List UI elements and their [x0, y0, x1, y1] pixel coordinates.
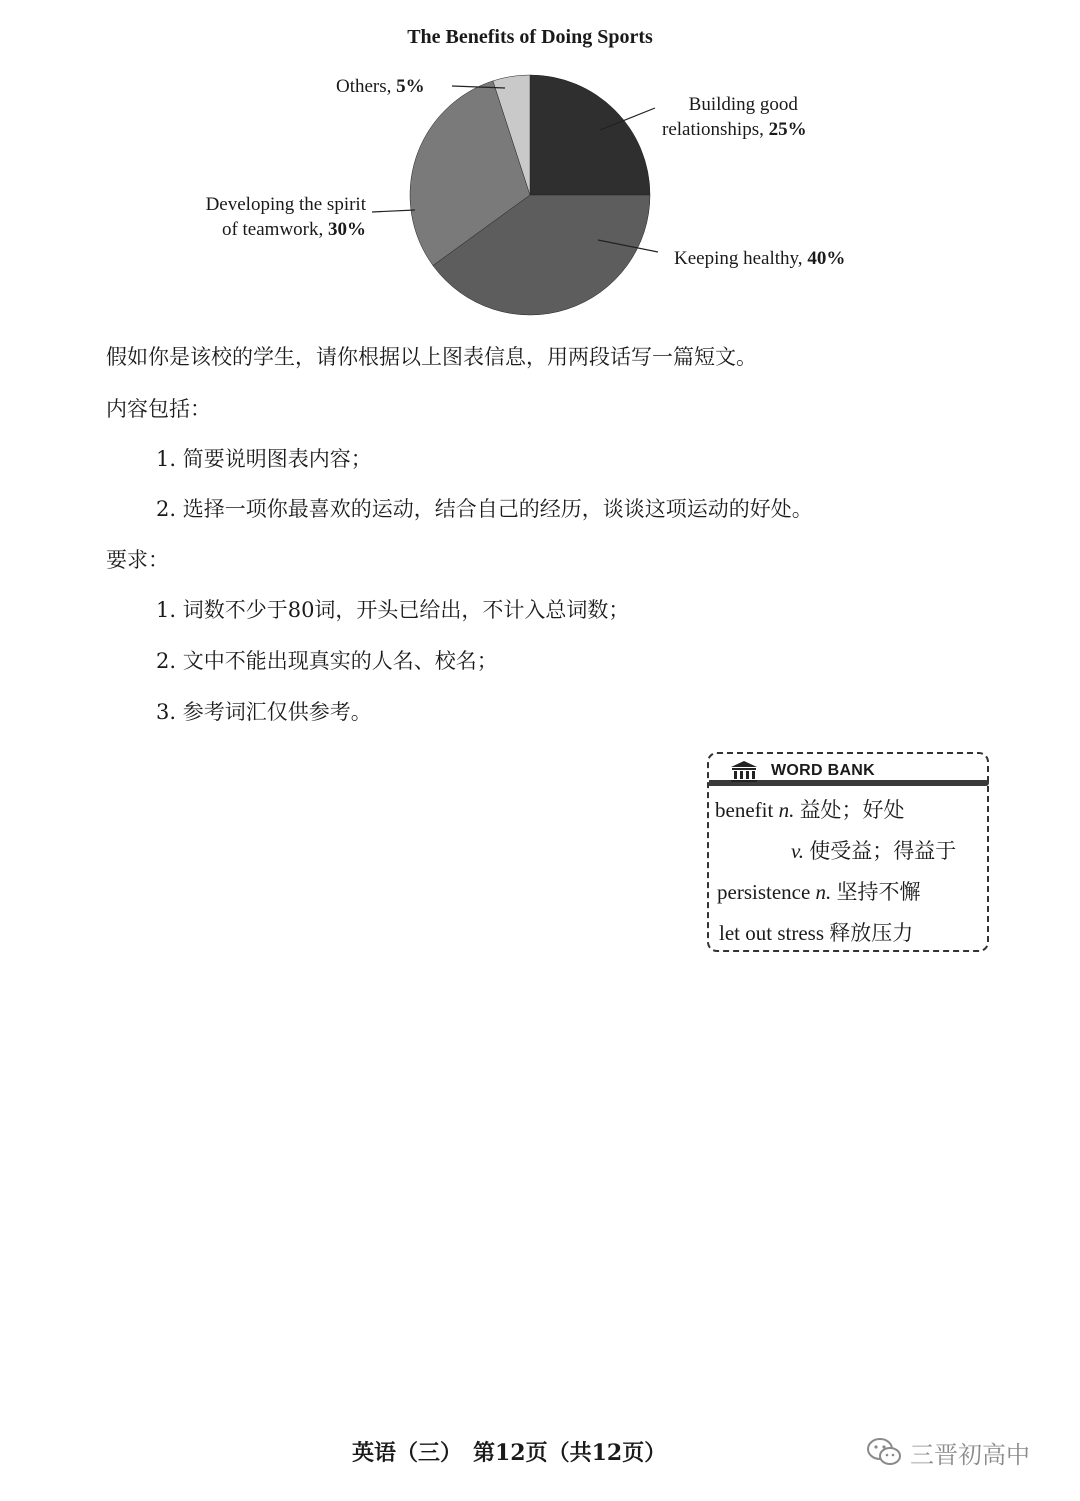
requirements-heading: 要求： — [106, 548, 169, 572]
word-bank-title: WORD BANK — [771, 762, 876, 779]
intro-text: 假如你是该校的学生，请你根据以上图表信息，用两段话写一篇短文。 — [106, 345, 757, 369]
label-keeping-healthy: Keeping healthy, 40% — [674, 248, 846, 269]
content-item-2: 2. 选择一项你最喜欢的运动，结合自己的经历，谈谈这项运动的好处。 — [156, 497, 813, 521]
label-teamwork: Developing the spirit of teamwork, 30% — [205, 194, 366, 240]
leader-line-others — [452, 86, 505, 88]
word-bank-entry-2: v. 使受益；得益于 — [791, 839, 957, 863]
leader-line-relationships — [600, 108, 655, 130]
word-bank-box — [707, 752, 989, 952]
watermark-text: 三晋初高中 — [910, 1440, 1030, 1469]
requirement-item-1: 1. 词数不少于80词，开头已给出，不计入总词数； — [156, 598, 630, 622]
leader-line-healthy — [598, 240, 658, 252]
watermark — [866, 1432, 1030, 1472]
word-bank-entry-3: persistence n. 坚持不懈 — [717, 880, 921, 904]
word-bank-entry-1: benefit n. 益处；好处 — [715, 798, 905, 822]
requirement-item-2: 2. 文中不能出现真实的人名、校名； — [156, 649, 498, 673]
requirement-item-3: 3. 参考词汇仅供参考。 — [156, 700, 372, 724]
word-bank-header — [709, 762, 989, 788]
chart-title: The Benefits of Doing Sports — [407, 26, 653, 48]
label-relationships: Building good relationships, 25% — [662, 94, 807, 140]
building-icon — [729, 760, 759, 784]
word-bank-entry-4: let out stress 释放压力 — [719, 921, 914, 945]
content-item-1: 1. 简要说明图表内容； — [156, 447, 372, 471]
leader-line-teamwork — [372, 210, 415, 212]
leader-lines — [0, 0, 1080, 340]
wechat-icon — [866, 1437, 902, 1467]
label-others: Others, 5% — [336, 76, 425, 97]
content-heading: 内容包括： — [106, 397, 211, 421]
page-footer: 英语（三） 第12页（共12页） — [352, 1440, 667, 1466]
